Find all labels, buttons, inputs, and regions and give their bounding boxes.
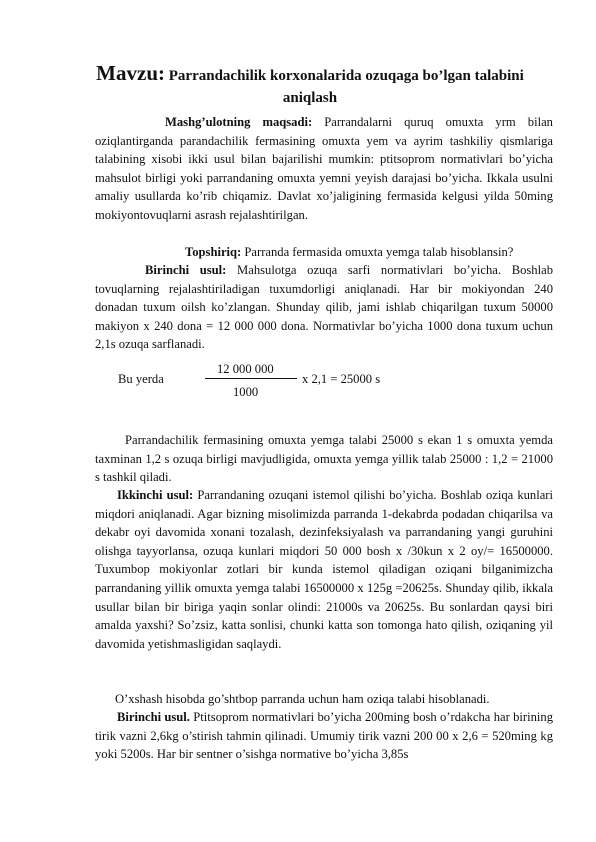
formula-denominator: 1000 bbox=[233, 385, 259, 399]
method3-paragraph bbox=[95, 708, 553, 764]
method1-paragraph bbox=[95, 261, 553, 354]
result1-text: Parrandachilik fermasining omuxta yemga talabi 25000 s ekan 1 s omuxta yemda taxminan 1,2 s ozuqa birligi mavjudligida, omuxta yemga yillik talab 25000 : 1,2 = 21000 s tashkil qiladi. bbox=[95, 433, 553, 485]
purpose-label: Mashg’ulotning maqsadi: bbox=[165, 115, 313, 129]
broiler-paragraph bbox=[95, 690, 553, 709]
method3-label: Birinchi usul. bbox=[117, 710, 190, 724]
purpose-text: Parrandalarni quruq omuxta yrm bilan oziqlantirganda parandachilik fermasining omuxta yem va ayrim tashkiliy qismlariga talabining xisobi ikki usul bilan bajarilishi mumkin: ptitsoprom normativlari bo’yicha mahsulot birligi yoki parrandaning omuxta yemni yeyish darajasi bo’yicha. Ikkala usulni amaliy usullarda ko’rib chiqamiz. Davlat xo’jaligining fermasida kelgusi yilda 50ming mokiyontovuqlarni asrash rejalashtirilgan. bbox=[95, 115, 553, 222]
broiler-text: O’xshash hisobda go’shtbop parranda uchun ham oziqa talabi hisoblanadi. bbox=[115, 692, 490, 706]
title-prefix: Mavzu: bbox=[96, 61, 165, 85]
purpose-paragraph bbox=[95, 113, 553, 225]
task-text: Parranda fermasida omuxta yemga talab hisoblansin? bbox=[244, 245, 514, 259]
formula-numerator: 12 000 000 bbox=[217, 362, 274, 376]
fraction-line bbox=[205, 378, 297, 379]
result1-paragraph bbox=[95, 431, 553, 487]
task-paragraph bbox=[95, 243, 553, 262]
method2-text: Parrandaning ozuqani istemol qilishi bo’yicha. Boshlab oziqa kunlari miqdori aniqlanadi. Agar bizning misolimizda parranda 1-dekabrda podadan chiqarilsa va dekabr oyi davomida xonani tozalash, dezinfeksiyalash va parrandaning yangi guruhini olishga tayyorlansa, ozuqa kunlari miqdori 50 000 bosh x /30kun x 2 oy/= 16500000. Tuxumbop mokiyonlar zotlari bir kunda istemol qiladigan oziqani bilganimizcha parrandaning yillik omuxta yemga talabi 16500000 x 125g =20625s. Shunday qilib, ikkala usullar bilan bir biriga yaqin sonlar olindi: 21000s va 20625s. Bu sonlardan qaysi biri amalda yaxshi? So’zsiz, katta sonlisi, chunki katta son tomonga hato qilish, oziqaning yil davomida yetishmasligidan saqlaydi. bbox=[95, 488, 553, 651]
method2-paragraph bbox=[95, 486, 553, 653]
method1-text: Mahsulotga ozuqa sarfi normativlari bo’yicha. Boshlab tovuqlarning rejalashtiriladigan tuxumdorligi aniqlanadi. Har bir mokiyondan 240 donadan tuxum oilsh ko’zlangan. Shunday qilib, jami ishlab chiqarilgan tuxum 50000 makiyon x 240 dona = 12 000 000 dona. Normativlar bo’yicha 1000 dona tuxum uchun 2,1s ozuqa sarflanadi. bbox=[95, 263, 553, 352]
page-title bbox=[60, 62, 560, 109]
method2-label: Ikkinchi usul: bbox=[117, 488, 194, 502]
title-line2: aniqlash bbox=[282, 90, 338, 106]
method3-text: Ptitsoprom normativlari bo’yicha 200ming bosh o’rdakcha har birining tirik vazni 2,6kg o’stirish tahmin qilinadi. Umumiy tirik vazni 200 00 x 2,6 = 520ming kg yoki 5200s. Har bir sentner o’sishga normative bo’yicha 3,85s bbox=[95, 710, 553, 762]
method1-label: Birinchi usul: bbox=[145, 263, 227, 277]
formula-rhs: x 2,1 = 25000 s bbox=[302, 372, 381, 386]
task-label: Topshiriq: bbox=[185, 245, 242, 259]
formula-label: Bu yerda bbox=[118, 372, 164, 386]
title-line1: Parrandachilik korxonalarida ozuqaga bo’lgan talabini bbox=[168, 68, 524, 84]
